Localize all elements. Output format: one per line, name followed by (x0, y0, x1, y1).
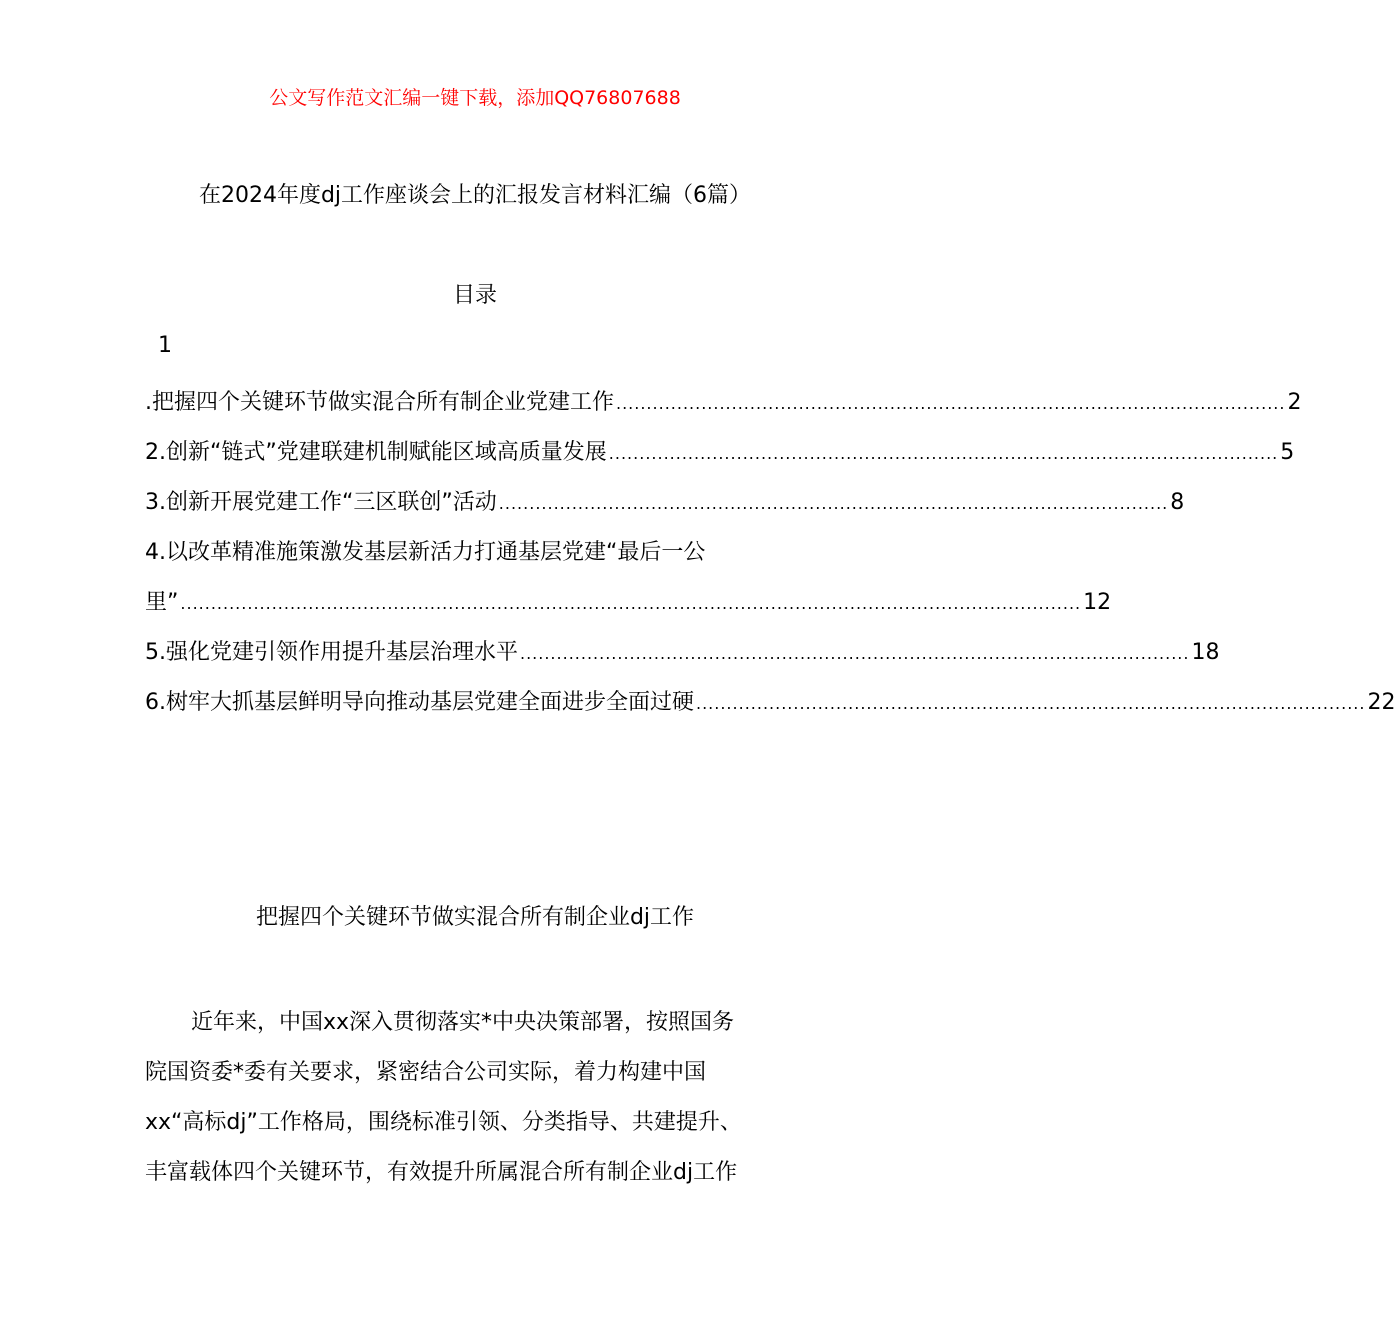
body-paragraph (145, 998, 810, 1198)
toc-entry-text: 4.以改革精准施策激发基层新活力打通基层党建“最后一公 (145, 540, 706, 565)
toc-entry-4-continued[interactable] (145, 578, 1112, 628)
table-of-contents (145, 378, 1395, 728)
toc-entry-text: 里” (145, 590, 179, 615)
toc-entry-page: 22 (1367, 690, 1395, 715)
toc-heading: 目录 (452, 283, 497, 308)
toc-leader-dots: .............................................................................................................. (608, 444, 1279, 463)
toc-entry-6[interactable] (145, 678, 1395, 728)
toc-entry-text: .把握四个关键环节做实混合所有制企业党建工作 (145, 390, 614, 415)
body-line: 近年来，中国xx深入贯彻落实*中央决策部署，按照国务 (191, 1010, 735, 1035)
toc-entry-page: 2 (1287, 390, 1302, 415)
toc-leader-dots: .............................................................................................................. (696, 694, 1366, 713)
toc-entry-5[interactable] (145, 628, 1220, 678)
toc-first-number: 1 (158, 333, 172, 358)
toc-entry-4[interactable] (145, 528, 805, 578)
toc-entry-text: 3.创新开展党建工作“三区联创”活动 (145, 490, 497, 515)
toc-entry-1[interactable] (145, 378, 1302, 428)
toc-leader-dots: .............................................................................................................. (520, 644, 1190, 663)
body-line: 院国资委*委有关要求，紧密结合公司实际，着力构建中国 (145, 1060, 707, 1085)
body-line: xx“高标dj”工作格局，围绕标准引领、分类指导、共建提升、 (145, 1110, 742, 1135)
document-title: 在2024年度dj工作座谈会上的汇报发言材料汇编（6篇） (198, 183, 752, 208)
toc-entry-text: 2.创新“链式”党建联建机制赋能区域高质量发展 (145, 440, 607, 465)
promo-banner[interactable]: 公文写作范文汇编一键下载，添加QQ76807688 (269, 87, 681, 109)
toc-entry-page: 18 (1191, 640, 1220, 665)
toc-entry-3[interactable] (145, 478, 1185, 528)
toc-leader-dots: .............................................................................................................. (498, 494, 1169, 513)
toc-entry-page: 8 (1170, 490, 1185, 515)
toc-leader-dots: .............................................................................................................. (616, 394, 1286, 413)
toc-leader-dots: .................................................................................................................................................... (180, 594, 1082, 613)
toc-entry-page: 12 (1083, 590, 1112, 615)
toc-entry-2[interactable] (145, 428, 1295, 478)
toc-entry-text: 5.强化党建引领作用提升基层治理水平 (145, 640, 518, 665)
section-title: 把握四个关键环节做实混合所有制企业dj工作 (255, 905, 695, 930)
toc-entry-text: 6.树牢大抓基层鲜明导向推动基层党建全面进步全面过硬 (145, 690, 694, 715)
body-line: 丰富载体四个关键环节，有效提升所属混合所有制企业dj工作 (145, 1160, 738, 1185)
toc-entry-page: 5 (1280, 440, 1295, 465)
